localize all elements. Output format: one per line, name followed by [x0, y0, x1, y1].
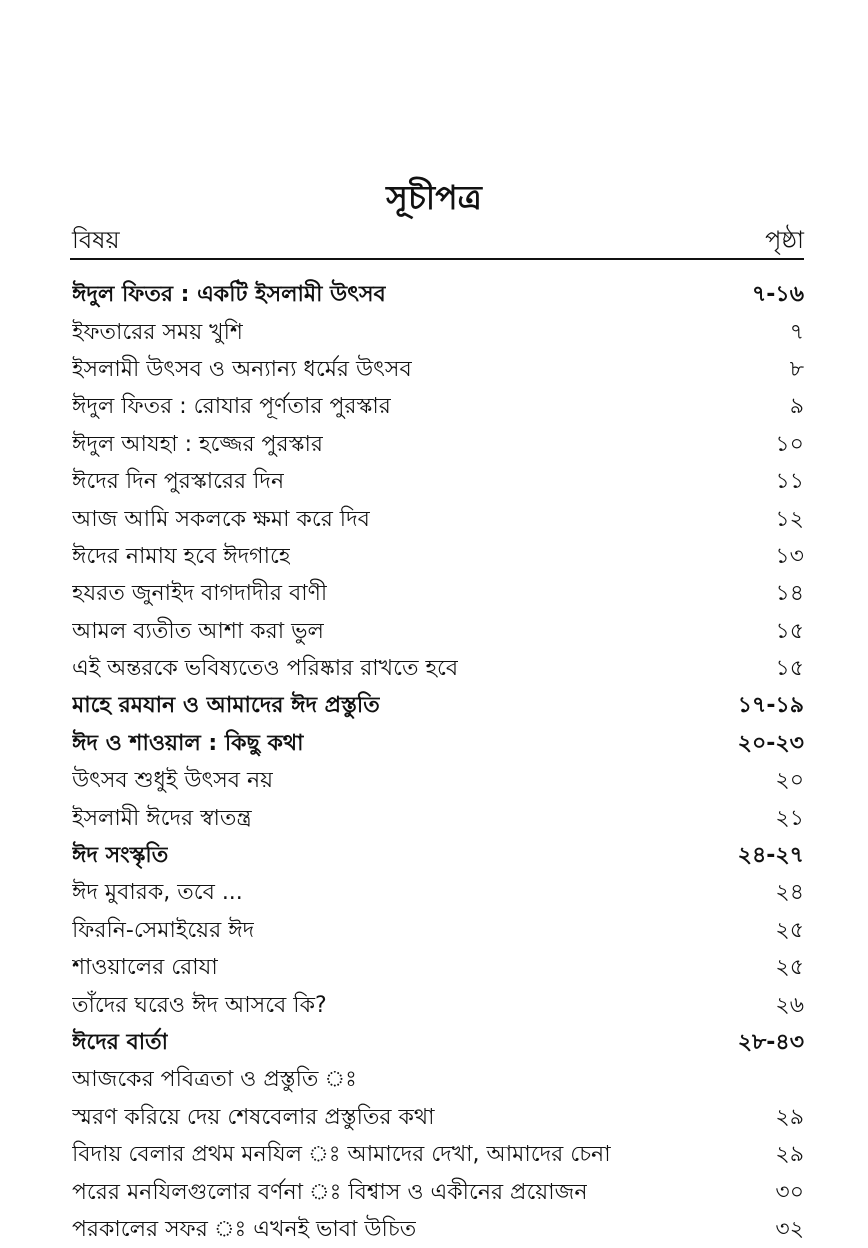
toc-page-number: ২৫ [775, 917, 804, 943]
toc-page-number: ৩০ [775, 1179, 804, 1205]
toc-section-row [72, 1024, 804, 1061]
toc-page-number: ৯ [789, 394, 804, 420]
toc-entry-title: আজকের পবিত্রতা ও প্রস্তুতি ঃ [72, 1067, 357, 1093]
toc-entry-row [72, 762, 804, 799]
toc-entry-row [72, 613, 804, 650]
toc-entry-title: ইসলামী উৎসব ও অন্যান্য ধর্মের উৎসব [72, 356, 412, 382]
table-of-contents [72, 276, 804, 1248]
toc-page-number: ৩২ [775, 1216, 804, 1242]
toc-entry-title: মাহে রমযান ও আমাদের ঈদ প্রস্তুতি [72, 693, 380, 719]
toc-entry-title: স্মরণ করিয়ে দেয় শেষবেলার প্রস্তুতির কথা [72, 1104, 435, 1130]
toc-entry-row [72, 1173, 804, 1210]
toc-entry-row [72, 351, 804, 388]
toc-page-number: ২৯ [775, 1142, 804, 1168]
toc-page-number: ১৩ [775, 543, 804, 569]
toc-entry-row [72, 949, 804, 986]
page-column-header: পৃষ্ঠা [765, 226, 804, 254]
toc-entry-row [72, 912, 804, 949]
toc-entry-title: উৎসব শুধুই উৎসব নয় [72, 768, 274, 794]
toc-entry-row [72, 463, 804, 500]
toc-page-number: ১৫ [775, 656, 804, 682]
toc-page-number: ৭ [789, 319, 804, 345]
toc-entry-title: শাওয়ালের রোযা [72, 955, 218, 981]
toc-page-number: ১৭-১৯ [737, 693, 804, 719]
toc-page-number: ২১ [775, 805, 804, 831]
toc-section-row [72, 837, 804, 874]
toc-entry-row [72, 538, 804, 575]
toc-page-number: ২৯ [775, 1104, 804, 1130]
toc-page-number: ২০-২৩ [737, 730, 804, 756]
toc-page-number: ২৬ [775, 992, 804, 1018]
toc-entry-row [72, 874, 804, 911]
toc-page-number: ২৫ [775, 955, 804, 981]
toc-entry-title: বিদায় বেলার প্রথম মনযিল ঃ আমাদের দেখা, আমাদের চেনা [72, 1142, 611, 1168]
toc-entry-row [72, 799, 804, 836]
toc-entry-title: ফিরনি-সেমাইয়ের ঈদ [72, 917, 255, 943]
toc-page-number: ২৮-৪৩ [737, 1030, 804, 1055]
toc-entry-title: ঈদের নামায হবে ঈদগাহে [72, 543, 291, 569]
toc-entry-title: ঈদুল ফিতর : রোযার পূর্ণতার পুরস্কার [72, 394, 391, 420]
toc-entry-title: এই অন্তরকে ভবিষ্যতেও পরিষ্কার রাখতে হবে [72, 656, 459, 682]
toc-entry-row [72, 575, 804, 612]
toc-page-number: ১০ [775, 431, 804, 457]
toc-entry-row [72, 388, 804, 425]
toc-page-number: ২০ [775, 768, 804, 794]
toc-entry-title: আমল ব্যতীত আশা করা ভুল [72, 618, 324, 644]
toc-page-number: ১১ [775, 469, 804, 495]
toc-entry-row [72, 1061, 804, 1098]
toc-entry-title: ঈদুল ফিতর : একটি ইসলামী উৎসব [72, 282, 386, 308]
toc-entry-title: পরের মনযিলগুলোর বর্ণনা ঃ বিশ্বাস ও একীনের প্রয়োজন [72, 1179, 588, 1205]
toc-page-number: ২৪ [775, 880, 804, 906]
toc-entry-title: তাঁদের ঘরেও ঈদ আসবে কি? [72, 992, 327, 1018]
toc-entry-title: ঈদুল আযহা : হজ্জের পুরস্কার [72, 431, 323, 457]
toc-page-number: ১২ [775, 506, 804, 532]
toc-entry-title: পরকালের সফর ঃ এখনই ভাবা উচিত [72, 1216, 417, 1242]
toc-page-number: ২৪-২৭ [737, 843, 804, 869]
toc-entry-row [72, 1136, 804, 1173]
toc-entry-title: ঈদ সংস্কৃতি [72, 843, 169, 869]
toc-entry-title: ঈদ ও শাওয়াল : কিছু কথা [72, 730, 304, 756]
topic-column-header: বিষয় [72, 226, 120, 254]
toc-entry-row [72, 1211, 804, 1248]
toc-entry-title: ঈদের দিন পুরস্কারের দিন [72, 469, 285, 495]
toc-entry-row [72, 1099, 804, 1136]
toc-entry-title: ইসলামী ঈদের স্বাতন্ত্র [72, 805, 252, 831]
toc-entry-row [72, 650, 804, 687]
toc-page-number: ৮ [789, 356, 804, 382]
page-title: সূচীপত্র [386, 178, 482, 217]
toc-entry-row [72, 500, 804, 537]
toc-entry-row [72, 426, 804, 463]
toc-entry-title: ইফতারের সময় খুশি [72, 319, 243, 345]
toc-entry-title: ঈদের বার্তা [72, 1030, 169, 1055]
toc-entry-row [72, 313, 804, 350]
toc-entry-title: আজ আমি সকলকে ক্ষমা করে দিব [72, 506, 370, 532]
toc-section-row [72, 725, 804, 762]
toc-entry-title: ঈদ মুবারক, তবে ... [72, 880, 243, 906]
toc-page-number: ১৪ [775, 581, 804, 607]
header-divider [70, 258, 804, 260]
toc-entry-title: হযরত জুনাইদ বাগদাদীর বাণী [72, 581, 328, 607]
toc-section-row [72, 276, 804, 313]
toc-page-number: ১৫ [775, 618, 804, 644]
toc-page-number: ৭-১৬ [751, 282, 804, 308]
toc-entry-row [72, 986, 804, 1023]
toc-section-row [72, 687, 804, 724]
